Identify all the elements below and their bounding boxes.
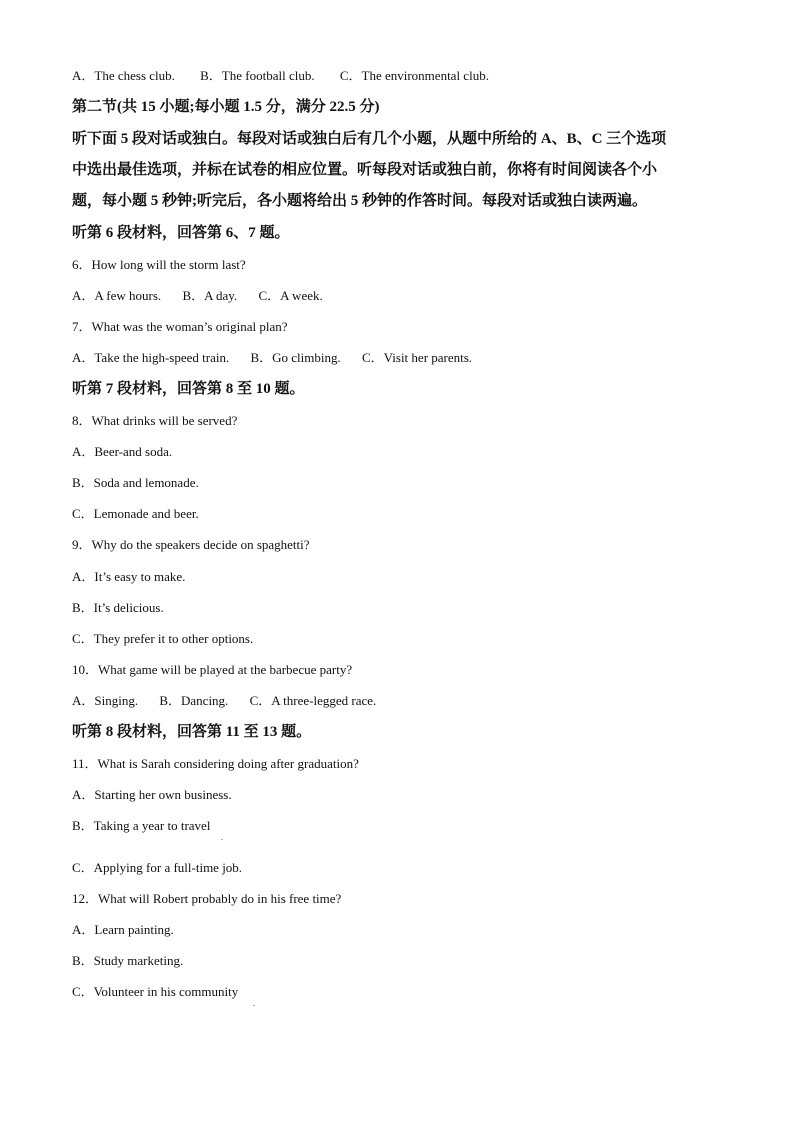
q7-options [72, 349, 472, 367]
q8-option-b: B．Soda and lemonade. [72, 475, 199, 490]
q7-question: 7．What was the woman’s original plan? [72, 319, 288, 334]
q10-options [72, 692, 376, 710]
q10-option-a: A．Singing. [72, 693, 139, 708]
q6-option-a: A．A few hours. [72, 288, 162, 303]
q5-option-b: B．The football club. [200, 68, 315, 83]
q12-option-c: C．Volunteer in his community [72, 984, 239, 999]
q10-question: 10．What game will be played at the barbecue party? [72, 662, 353, 677]
q8-question: 8．What drinks will be served? [72, 413, 238, 428]
q7-option-a: A．Take the high-speed train. [72, 350, 230, 365]
q9-question: 9．Why do the speakers decide on spaghetti? [72, 537, 310, 552]
q10-option-c: C．A three-legged race. [249, 693, 377, 708]
q11-question: 11．What is Sarah considering doing after graduation? [72, 756, 359, 771]
q8-option-c: C．Lemonade and beer. [72, 506, 199, 521]
q10-option-b: B．Dancing. [159, 693, 229, 708]
q11-option-a: A．Starting her own business. [72, 787, 232, 802]
q5-option-a: A．The chess club. [72, 68, 175, 83]
q6-options [72, 287, 323, 305]
stray-mark: . [221, 833, 223, 842]
q11-option-c: C．Applying for a full-time job. [72, 860, 243, 875]
q12-option-a: A．Learn painting. [72, 922, 174, 937]
q12-option-b: B．Study marketing. [72, 953, 184, 968]
passage8-heading: 听第 8 段材料，回答第 11 至 13 题。 [72, 724, 312, 740]
q5-options [72, 67, 489, 85]
q6-question: 6．How long will the storm last? [72, 257, 246, 272]
passage7-heading: 听第 7 段材料，回答第 8 至 10 题。 [72, 381, 305, 397]
q9-option-c: C．They prefer it to other options. [72, 631, 254, 646]
passage6-heading: 听第 6 段材料，回答第 6、7 题。 [72, 225, 290, 241]
q9-option-a: A．It’s easy to make. [72, 569, 186, 584]
q7-option-c: C．Visit her parents. [362, 350, 473, 365]
section2-heading: 第二节(共 15 小题;每小题 1.5 分，满分 22.5 分) [72, 99, 380, 115]
section2-instructions-line1: 听下面 5 段对话或独白。每段对话或独白后有几个小题，从题中所给的 A、B、C 三个选项 [72, 131, 667, 147]
section2-instructions-line3: 题，每小题 5 秒钟;听完后，各小题将给出 5 秒钟的作答时间。每段对话或独白读两遍。 [72, 193, 647, 209]
q9-option-b: B．It’s delicious. [72, 600, 164, 615]
q12-question: 12．What will Robert probably do in his free time? [72, 891, 342, 906]
section2-instructions-line2: 中选出最佳选项，并标在试卷的相应位置。听每段对话或独白前，你将有时间阅读各个小 [72, 162, 658, 178]
q5-option-c: C．The environmental club. [339, 68, 489, 83]
q6-option-b: B．A day. [182, 288, 238, 303]
q7-option-b: B．Go climbing. [250, 350, 341, 365]
stray-mark-2: . [253, 999, 255, 1008]
q8-option-a: A．Beer-and soda. [72, 444, 173, 459]
q6-option-c: C．A week. [258, 288, 323, 303]
q11-option-b: B．Taking a year to travel [72, 818, 211, 833]
